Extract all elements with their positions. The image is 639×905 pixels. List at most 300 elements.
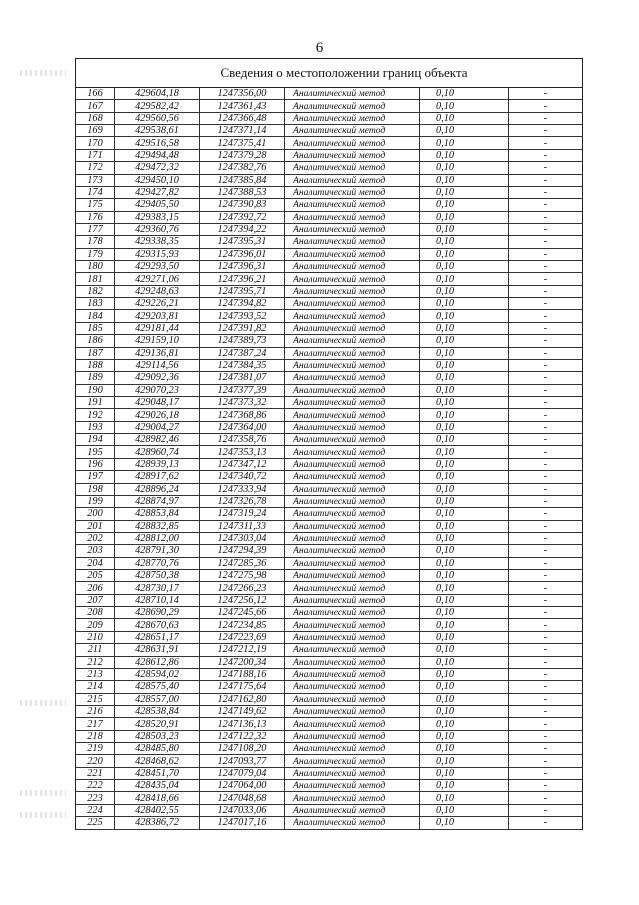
- accuracy-cell: 0,10: [420, 607, 509, 619]
- table-row: [76, 656, 582, 668]
- y-coordinate-cell: 1247373,32: [200, 396, 285, 408]
- method-cell: Аналитический метод: [285, 656, 420, 668]
- x-coordinate-cell: 429582,42: [115, 100, 200, 112]
- method-cell: Аналитический метод: [285, 458, 420, 470]
- x-coordinate-cell: 428451,70: [115, 767, 200, 779]
- table-row: [76, 446, 582, 458]
- x-coordinate-cell: 429472,32: [115, 162, 200, 174]
- table-row: [76, 681, 582, 693]
- y-coordinate-cell: 1247385,84: [200, 174, 285, 186]
- table-row: [76, 112, 582, 124]
- y-coordinate-cell: 1247079,04: [200, 767, 285, 779]
- point-number-cell: 181: [76, 273, 115, 285]
- y-coordinate-cell: 1247048,68: [200, 792, 285, 804]
- y-coordinate-cell: 1247392,72: [200, 211, 285, 223]
- table-row: [76, 409, 582, 421]
- x-coordinate-cell: 429026,18: [115, 409, 200, 421]
- point-number-cell: 175: [76, 199, 115, 211]
- table-row: [76, 532, 582, 544]
- y-coordinate-cell: 1247384,35: [200, 359, 285, 371]
- table-row: [76, 236, 582, 248]
- description-cell: -: [509, 162, 583, 174]
- x-coordinate-cell: 429293,50: [115, 261, 200, 273]
- accuracy-cell: 0,10: [420, 335, 509, 347]
- point-number-cell: 221: [76, 767, 115, 779]
- method-cell: Аналитический метод: [285, 545, 420, 557]
- x-coordinate-cell: 428874,97: [115, 495, 200, 507]
- method-cell: Аналитический метод: [285, 644, 420, 656]
- y-coordinate-cell: 1247396,01: [200, 248, 285, 260]
- description-cell: -: [509, 458, 583, 470]
- accuracy-cell: 0,10: [420, 755, 509, 767]
- table-row: [76, 285, 582, 297]
- y-coordinate-cell: 1247285,36: [200, 557, 285, 569]
- y-coordinate-cell: 1247366,48: [200, 112, 285, 124]
- method-cell: Аналитический метод: [285, 607, 420, 619]
- method-cell: Аналитический метод: [285, 372, 420, 384]
- method-cell: Аналитический метод: [285, 631, 420, 643]
- method-cell: Аналитический метод: [285, 298, 420, 310]
- method-cell: Аналитический метод: [285, 730, 420, 742]
- point-number-cell: 195: [76, 446, 115, 458]
- point-number-cell: 216: [76, 705, 115, 717]
- description-cell: -: [509, 211, 583, 223]
- table-row: [76, 767, 582, 779]
- point-number-cell: 218: [76, 730, 115, 742]
- point-number-cell: 183: [76, 298, 115, 310]
- table-row: [76, 607, 582, 619]
- description-cell: -: [509, 298, 583, 310]
- table-row: [76, 804, 582, 816]
- boundary-table-sheet: [75, 58, 583, 830]
- x-coordinate-cell: 428939,13: [115, 458, 200, 470]
- description-cell: -: [509, 718, 583, 730]
- accuracy-cell: 0,10: [420, 471, 509, 483]
- table-row: [76, 100, 582, 112]
- description-cell: -: [509, 137, 583, 149]
- x-coordinate-cell: 428710,14: [115, 594, 200, 606]
- accuracy-cell: 0,10: [420, 705, 509, 717]
- x-coordinate-cell: 429494,48: [115, 149, 200, 161]
- description-cell: -: [509, 125, 583, 137]
- y-coordinate-cell: 1247395,31: [200, 236, 285, 248]
- x-coordinate-cell: 428594,02: [115, 668, 200, 680]
- y-coordinate-cell: 1247319,24: [200, 508, 285, 520]
- point-number-cell: 206: [76, 582, 115, 594]
- table-row: [76, 817, 582, 829]
- y-coordinate-cell: 1247356,00: [200, 88, 285, 100]
- method-cell: Аналитический метод: [285, 780, 420, 792]
- table-row: [76, 384, 582, 396]
- point-number-cell: 184: [76, 310, 115, 322]
- table-row: [76, 186, 582, 198]
- x-coordinate-cell: 429516,58: [115, 137, 200, 149]
- method-cell: Аналитический метод: [285, 520, 420, 532]
- method-cell: Аналитический метод: [285, 223, 420, 235]
- table-row: [76, 792, 582, 804]
- method-cell: Аналитический метод: [285, 409, 420, 421]
- x-coordinate-cell: 429181,44: [115, 322, 200, 334]
- point-number-cell: 212: [76, 656, 115, 668]
- point-number-cell: 173: [76, 174, 115, 186]
- table-row: [76, 125, 582, 137]
- x-coordinate-cell: 428503,23: [115, 730, 200, 742]
- method-cell: Аналитический метод: [285, 186, 420, 198]
- method-cell: Аналитический метод: [285, 668, 420, 680]
- accuracy-cell: 0,10: [420, 223, 509, 235]
- description-cell: -: [509, 335, 583, 347]
- description-cell: -: [509, 347, 583, 359]
- x-coordinate-cell: 428690,29: [115, 607, 200, 619]
- method-cell: Аналитический метод: [285, 817, 420, 829]
- description-cell: -: [509, 631, 583, 643]
- x-coordinate-cell: 428896,24: [115, 483, 200, 495]
- table-row: [76, 458, 582, 470]
- y-coordinate-cell: 1247200,34: [200, 656, 285, 668]
- x-coordinate-cell: 428386,72: [115, 817, 200, 829]
- y-coordinate-cell: 1247375,41: [200, 137, 285, 149]
- accuracy-cell: 0,10: [420, 261, 509, 273]
- point-number-cell: 194: [76, 434, 115, 446]
- accuracy-cell: 0,10: [420, 792, 509, 804]
- description-cell: -: [509, 359, 583, 371]
- description-cell: -: [509, 767, 583, 779]
- method-cell: Аналитический метод: [285, 335, 420, 347]
- margin-scan-artifact: [20, 70, 66, 76]
- y-coordinate-cell: 1247347,12: [200, 458, 285, 470]
- y-coordinate-cell: 1247382,76: [200, 162, 285, 174]
- margin-scan-artifact: [20, 812, 66, 818]
- description-cell: -: [509, 780, 583, 792]
- point-number-cell: 176: [76, 211, 115, 223]
- y-coordinate-cell: 1247017,16: [200, 817, 285, 829]
- accuracy-cell: 0,10: [420, 446, 509, 458]
- point-number-cell: 207: [76, 594, 115, 606]
- margin-scan-artifact: [20, 700, 66, 706]
- accuracy-cell: 0,10: [420, 248, 509, 260]
- point-number-cell: 214: [76, 681, 115, 693]
- y-coordinate-cell: 1247234,85: [200, 619, 285, 631]
- point-number-cell: 167: [76, 100, 115, 112]
- coordinates-table: [76, 88, 582, 830]
- description-cell: -: [509, 199, 583, 211]
- point-number-cell: 192: [76, 409, 115, 421]
- point-number-cell: 188: [76, 359, 115, 371]
- point-number-cell: 205: [76, 570, 115, 582]
- x-coordinate-cell: 429538,61: [115, 125, 200, 137]
- table-row: [76, 149, 582, 161]
- method-cell: Аналитический метод: [285, 804, 420, 816]
- table-row: [76, 693, 582, 705]
- x-coordinate-cell: 429315,93: [115, 248, 200, 260]
- y-coordinate-cell: 1247389,73: [200, 335, 285, 347]
- y-coordinate-cell: 1247122,32: [200, 730, 285, 742]
- y-coordinate-cell: 1247394,82: [200, 298, 285, 310]
- point-number-cell: 171: [76, 149, 115, 161]
- table-row: [76, 730, 582, 742]
- x-coordinate-cell: 429004,27: [115, 421, 200, 433]
- description-cell: -: [509, 149, 583, 161]
- coordinates-table-body: [76, 88, 582, 829]
- table-row: [76, 298, 582, 310]
- method-cell: Аналитический метод: [285, 582, 420, 594]
- description-cell: -: [509, 483, 583, 495]
- point-number-cell: 193: [76, 421, 115, 433]
- point-number-cell: 200: [76, 508, 115, 520]
- accuracy-cell: 0,10: [420, 817, 509, 829]
- description-cell: -: [509, 396, 583, 408]
- description-cell: -: [509, 520, 583, 532]
- x-coordinate-cell: 428485,80: [115, 743, 200, 755]
- accuracy-cell: 0,10: [420, 100, 509, 112]
- point-number-cell: 225: [76, 817, 115, 829]
- y-coordinate-cell: 1247294,39: [200, 545, 285, 557]
- description-cell: -: [509, 607, 583, 619]
- x-coordinate-cell: 429604,18: [115, 88, 200, 100]
- table-row: [76, 570, 582, 582]
- point-number-cell: 215: [76, 693, 115, 705]
- x-coordinate-cell: 428812,00: [115, 532, 200, 544]
- accuracy-cell: 0,10: [420, 508, 509, 520]
- description-cell: -: [509, 100, 583, 112]
- point-number-cell: 182: [76, 285, 115, 297]
- accuracy-cell: 0,10: [420, 372, 509, 384]
- description-cell: -: [509, 372, 583, 384]
- point-number-cell: 190: [76, 384, 115, 396]
- table-row: [76, 619, 582, 631]
- accuracy-cell: 0,10: [420, 644, 509, 656]
- table-row: [76, 137, 582, 149]
- description-cell: -: [509, 582, 583, 594]
- accuracy-cell: 0,10: [420, 656, 509, 668]
- point-number-cell: 180: [76, 261, 115, 273]
- table-title: Сведения о местоположении границ объекта: [76, 59, 582, 88]
- method-cell: Аналитический метод: [285, 162, 420, 174]
- point-number-cell: 211: [76, 644, 115, 656]
- description-cell: -: [509, 730, 583, 742]
- accuracy-cell: 0,10: [420, 594, 509, 606]
- description-cell: -: [509, 817, 583, 829]
- y-coordinate-cell: 1247353,13: [200, 446, 285, 458]
- y-coordinate-cell: 1247387,24: [200, 347, 285, 359]
- table-row: [76, 705, 582, 717]
- description-cell: -: [509, 112, 583, 124]
- point-number-cell: 208: [76, 607, 115, 619]
- description-cell: -: [509, 705, 583, 717]
- description-cell: -: [509, 261, 583, 273]
- x-coordinate-cell: 429271,06: [115, 273, 200, 285]
- y-coordinate-cell: 1247108,20: [200, 743, 285, 755]
- point-number-cell: 185: [76, 322, 115, 334]
- x-coordinate-cell: 428791,30: [115, 545, 200, 557]
- table-row: [76, 434, 582, 446]
- description-cell: -: [509, 88, 583, 100]
- description-cell: -: [509, 743, 583, 755]
- table-row: [76, 421, 582, 433]
- accuracy-cell: 0,10: [420, 298, 509, 310]
- x-coordinate-cell: 429248,63: [115, 285, 200, 297]
- table-row: [76, 718, 582, 730]
- point-number-cell: 170: [76, 137, 115, 149]
- table-row: [76, 372, 582, 384]
- table-row: [76, 396, 582, 408]
- x-coordinate-cell: 428832,85: [115, 520, 200, 532]
- description-cell: -: [509, 495, 583, 507]
- table-row: [76, 347, 582, 359]
- description-cell: -: [509, 594, 583, 606]
- y-coordinate-cell: 1247212,19: [200, 644, 285, 656]
- accuracy-cell: 0,10: [420, 125, 509, 137]
- y-coordinate-cell: 1247393,52: [200, 310, 285, 322]
- x-coordinate-cell: 429405,50: [115, 199, 200, 211]
- method-cell: Аналитический метод: [285, 508, 420, 520]
- table-row: [76, 644, 582, 656]
- table-row: [76, 223, 582, 235]
- method-cell: Аналитический метод: [285, 705, 420, 717]
- x-coordinate-cell: 429560,56: [115, 112, 200, 124]
- x-coordinate-cell: 428557,00: [115, 693, 200, 705]
- y-coordinate-cell: 1247391,82: [200, 322, 285, 334]
- accuracy-cell: 0,10: [420, 730, 509, 742]
- y-coordinate-cell: 1247188,16: [200, 668, 285, 680]
- y-coordinate-cell: 1247377,39: [200, 384, 285, 396]
- table-row: [76, 310, 582, 322]
- point-number-cell: 222: [76, 780, 115, 792]
- y-coordinate-cell: 1247162,80: [200, 693, 285, 705]
- page-number: 6: [315, 40, 324, 56]
- method-cell: Аналитический метод: [285, 471, 420, 483]
- x-coordinate-cell: 428418,66: [115, 792, 200, 804]
- description-cell: -: [509, 310, 583, 322]
- description-cell: -: [509, 755, 583, 767]
- point-number-cell: 224: [76, 804, 115, 816]
- x-coordinate-cell: 428960,74: [115, 446, 200, 458]
- accuracy-cell: 0,10: [420, 545, 509, 557]
- table-row: [76, 162, 582, 174]
- y-coordinate-cell: 1247245,66: [200, 607, 285, 619]
- method-cell: Аналитический метод: [285, 211, 420, 223]
- point-number-cell: 204: [76, 557, 115, 569]
- description-cell: -: [509, 656, 583, 668]
- description-cell: -: [509, 384, 583, 396]
- method-cell: Аналитический метод: [285, 421, 420, 433]
- method-cell: Аналитический метод: [285, 570, 420, 582]
- accuracy-cell: 0,10: [420, 557, 509, 569]
- x-coordinate-cell: 428612,86: [115, 656, 200, 668]
- description-cell: -: [509, 174, 583, 186]
- x-coordinate-cell: 428670,63: [115, 619, 200, 631]
- description-cell: -: [509, 792, 583, 804]
- table-row: [76, 495, 582, 507]
- accuracy-cell: 0,10: [420, 804, 509, 816]
- accuracy-cell: 0,10: [420, 149, 509, 161]
- point-number-cell: 166: [76, 88, 115, 100]
- table-row: [76, 508, 582, 520]
- x-coordinate-cell: 429159,10: [115, 335, 200, 347]
- accuracy-cell: 0,10: [420, 273, 509, 285]
- description-cell: -: [509, 570, 583, 582]
- accuracy-cell: 0,10: [420, 681, 509, 693]
- description-cell: -: [509, 273, 583, 285]
- point-number-cell: 168: [76, 112, 115, 124]
- accuracy-cell: 0,10: [420, 421, 509, 433]
- x-coordinate-cell: 428468,62: [115, 755, 200, 767]
- description-cell: -: [509, 532, 583, 544]
- method-cell: Аналитический метод: [285, 88, 420, 100]
- accuracy-cell: 0,10: [420, 520, 509, 532]
- table-row: [76, 471, 582, 483]
- description-cell: -: [509, 446, 583, 458]
- method-cell: Аналитический метод: [285, 718, 420, 730]
- description-cell: -: [509, 619, 583, 631]
- x-coordinate-cell: 428631,91: [115, 644, 200, 656]
- method-cell: Аналитический метод: [285, 322, 420, 334]
- table-row: [76, 174, 582, 186]
- y-coordinate-cell: 1247390,83: [200, 199, 285, 211]
- y-coordinate-cell: 1247388,53: [200, 186, 285, 198]
- x-coordinate-cell: 429048,17: [115, 396, 200, 408]
- accuracy-cell: 0,10: [420, 582, 509, 594]
- accuracy-cell: 0,10: [420, 570, 509, 582]
- point-number-cell: 219: [76, 743, 115, 755]
- accuracy-cell: 0,10: [420, 211, 509, 223]
- accuracy-cell: 0,10: [420, 359, 509, 371]
- x-coordinate-cell: 429450,10: [115, 174, 200, 186]
- description-cell: -: [509, 681, 583, 693]
- method-cell: Аналитический метод: [285, 384, 420, 396]
- x-coordinate-cell: 429226,21: [115, 298, 200, 310]
- table-row: [76, 199, 582, 211]
- point-number-cell: 191: [76, 396, 115, 408]
- description-cell: -: [509, 644, 583, 656]
- point-number-cell: 201: [76, 520, 115, 532]
- accuracy-cell: 0,10: [420, 88, 509, 100]
- point-number-cell: 169: [76, 125, 115, 137]
- point-number-cell: 203: [76, 545, 115, 557]
- table-row: [76, 88, 582, 100]
- method-cell: Аналитический метод: [285, 446, 420, 458]
- table-row: [76, 755, 582, 767]
- accuracy-cell: 0,10: [420, 236, 509, 248]
- y-coordinate-cell: 1247149,62: [200, 705, 285, 717]
- accuracy-cell: 0,10: [420, 396, 509, 408]
- table-row: [76, 780, 582, 792]
- x-coordinate-cell: 428435,04: [115, 780, 200, 792]
- method-cell: Аналитический метод: [285, 755, 420, 767]
- table-row: [76, 557, 582, 569]
- table-row: [76, 359, 582, 371]
- accuracy-cell: 0,10: [420, 619, 509, 631]
- accuracy-cell: 0,10: [420, 668, 509, 680]
- x-coordinate-cell: 429070,23: [115, 384, 200, 396]
- description-cell: -: [509, 434, 583, 446]
- method-cell: Аналитический метод: [285, 285, 420, 297]
- table-row: [76, 273, 582, 285]
- point-number-cell: 198: [76, 483, 115, 495]
- point-number-cell: 179: [76, 248, 115, 260]
- table-row: [76, 743, 582, 755]
- table-row: [76, 668, 582, 680]
- x-coordinate-cell: 428730,17: [115, 582, 200, 594]
- method-cell: Аналитический метод: [285, 347, 420, 359]
- accuracy-cell: 0,10: [420, 631, 509, 643]
- x-coordinate-cell: 429136,81: [115, 347, 200, 359]
- x-coordinate-cell: 428402,55: [115, 804, 200, 816]
- table-row: [76, 248, 582, 260]
- y-coordinate-cell: 1247340,72: [200, 471, 285, 483]
- y-coordinate-cell: 1247266,23: [200, 582, 285, 594]
- table-row: [76, 545, 582, 557]
